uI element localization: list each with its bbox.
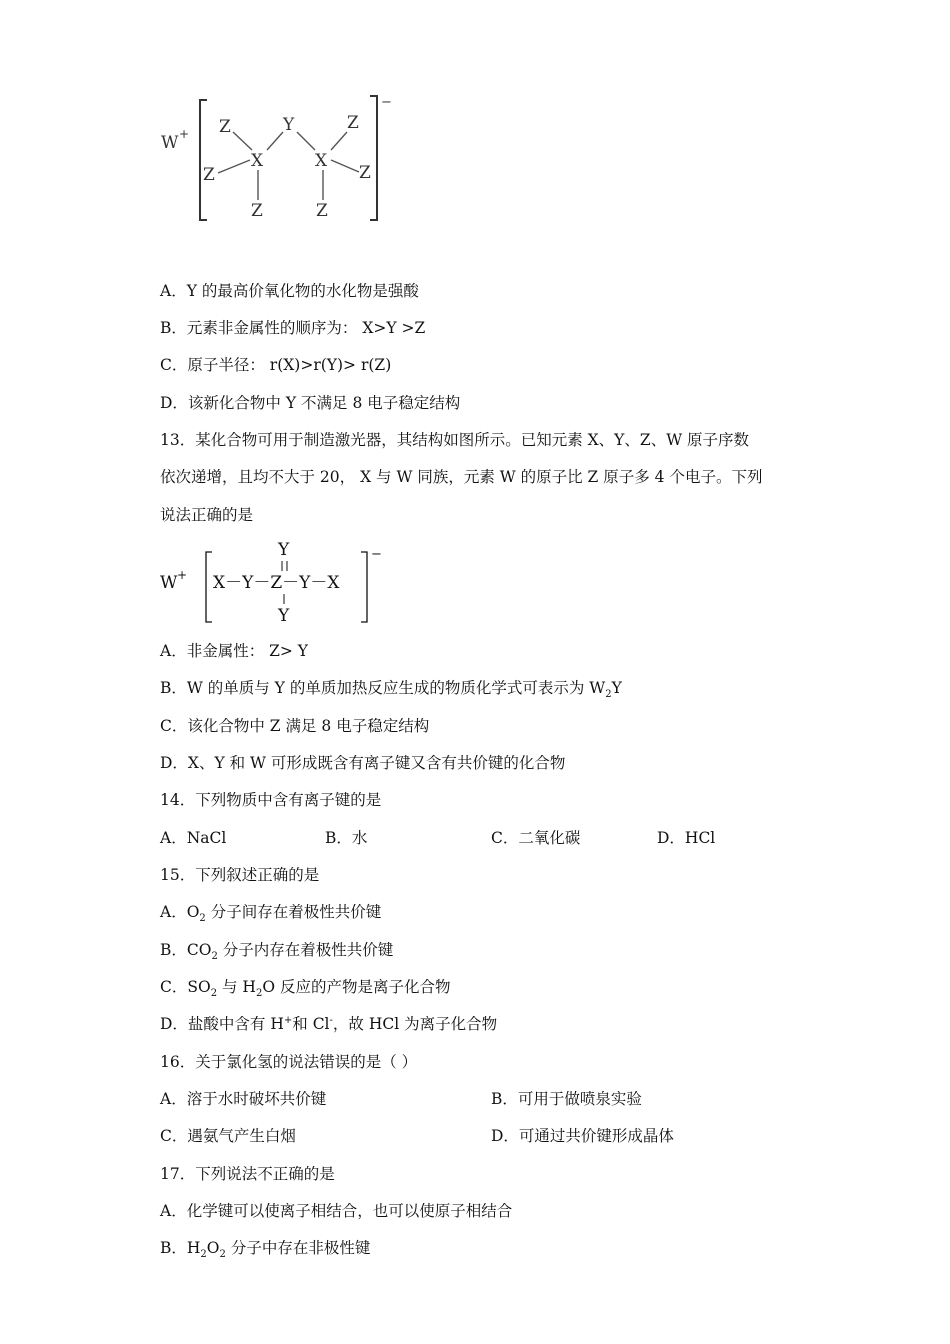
q16-option-d: D．可通过共价键形成晶体: [491, 1127, 674, 1145]
fig1-anion-charge: −: [381, 95, 392, 110]
q13-stem-line2: 依次递增，且均不大于 20， X 与 W 同族，元素 W 的原子比 Z 原子多 4 个电子。下列: [160, 468, 763, 486]
q12-option-a: A．Y 的最高价氧化物的水化物是强酸: [160, 282, 419, 300]
q15-option-d: D．盐酸中含有 H+和 Cl-，故 HCl 为离子化合物: [160, 1014, 498, 1033]
q17-option-a: A．化学键可以使离子相结合，也可以使原子相结合: [160, 1202, 513, 1220]
fig1-cation-charge: +: [179, 127, 190, 141]
q15-option-a: A．$O_2$ 分子间存在着极性共价键: [160, 903, 382, 925]
fig2-chain: X－Y－Z－Y－X: [213, 573, 340, 593]
q14-option-d: D．HCl: [657, 829, 716, 847]
q17-stem: 17．下列说法不正确的是: [160, 1165, 335, 1183]
fig1-z-top-left: Z: [219, 117, 231, 137]
q16-option-b: B．可用于做喷泉实验: [491, 1090, 642, 1108]
fig1-x-left: X: [251, 151, 264, 171]
structure-figure-1: [155, 88, 395, 228]
fig2-cation-charge: +: [177, 568, 188, 582]
structure-figure-2: [155, 538, 395, 630]
q14-stem: 14．下列物质中含有离子键的是: [160, 791, 382, 809]
q15-stem: 15．下列叙述正确的是: [160, 866, 320, 884]
fig1-z-right: Z: [359, 163, 371, 183]
q13-option-b: B．W 的单质与 Y 的单质加热反应生成的物质化学式可表示为 $W_2Y$: [160, 679, 622, 701]
q13-option-a: A．非金属性： Z> Y: [160, 642, 309, 660]
q12-option-c: C．原子半径： r(X)>r(Y)> r(Z): [160, 356, 392, 374]
q14-option-b: B．水: [325, 829, 368, 847]
q16-option-c: C．遇氨气产生白烟: [160, 1127, 296, 1145]
fig1-cation: W: [161, 133, 179, 153]
fig1-z-top-right: Z: [347, 113, 359, 133]
q13-stem-line3: 说法正确的是: [160, 506, 254, 524]
fig1-z-bottom-right: Z: [316, 201, 328, 221]
q17-option-b: B．$H_2O_2$ 分子中存在非极性键: [160, 1239, 371, 1261]
q13-option-c: C．该化合物中 Z 满足 8 电子稳定结构: [160, 717, 430, 735]
q13-option-d: D．X、Y 和 W 可形成既含有离子键又含有共价键的化合物: [160, 754, 566, 772]
q13-stem-line1: 13．某化合物可用于制造激光器，其结构如图所示。已知元素 X、Y、Z、W 原子序数: [160, 431, 750, 449]
fig1-x-right: X: [315, 151, 328, 171]
fig1-z-left: Z: [203, 165, 215, 185]
q12-option-b: B．元素非金属性的顺序为： X>Y >Z: [160, 319, 426, 337]
q15-option-b: B．$CO_2$ 分子内存在着极性共价键: [160, 941, 394, 963]
q14-option-a: A．NaCl: [160, 829, 227, 847]
q15-option-c: C．$SO_2$ 与 $H_2O$ 反应的产物是离子化合物: [160, 978, 451, 1000]
fig2-anion-charge: −: [371, 547, 382, 562]
fig1-z-bottom-left: Z: [251, 201, 263, 221]
q16-stem: 16．关于氯化氢的说法错误的是（ ）: [160, 1053, 418, 1071]
fig2-cation: W: [160, 573, 178, 593]
fig2-top-y: Y: [278, 540, 290, 560]
q16-option-a: A．溶于水时破坏共价键: [160, 1090, 327, 1108]
fig1-y-bridge: Y: [283, 115, 295, 135]
fig2-bottom-y: Y: [278, 606, 290, 626]
q12-option-d: D．该新化合物中 Y 不满足 8 电子稳定结构: [160, 394, 461, 412]
q14-option-c: C．二氧化碳: [491, 829, 581, 847]
